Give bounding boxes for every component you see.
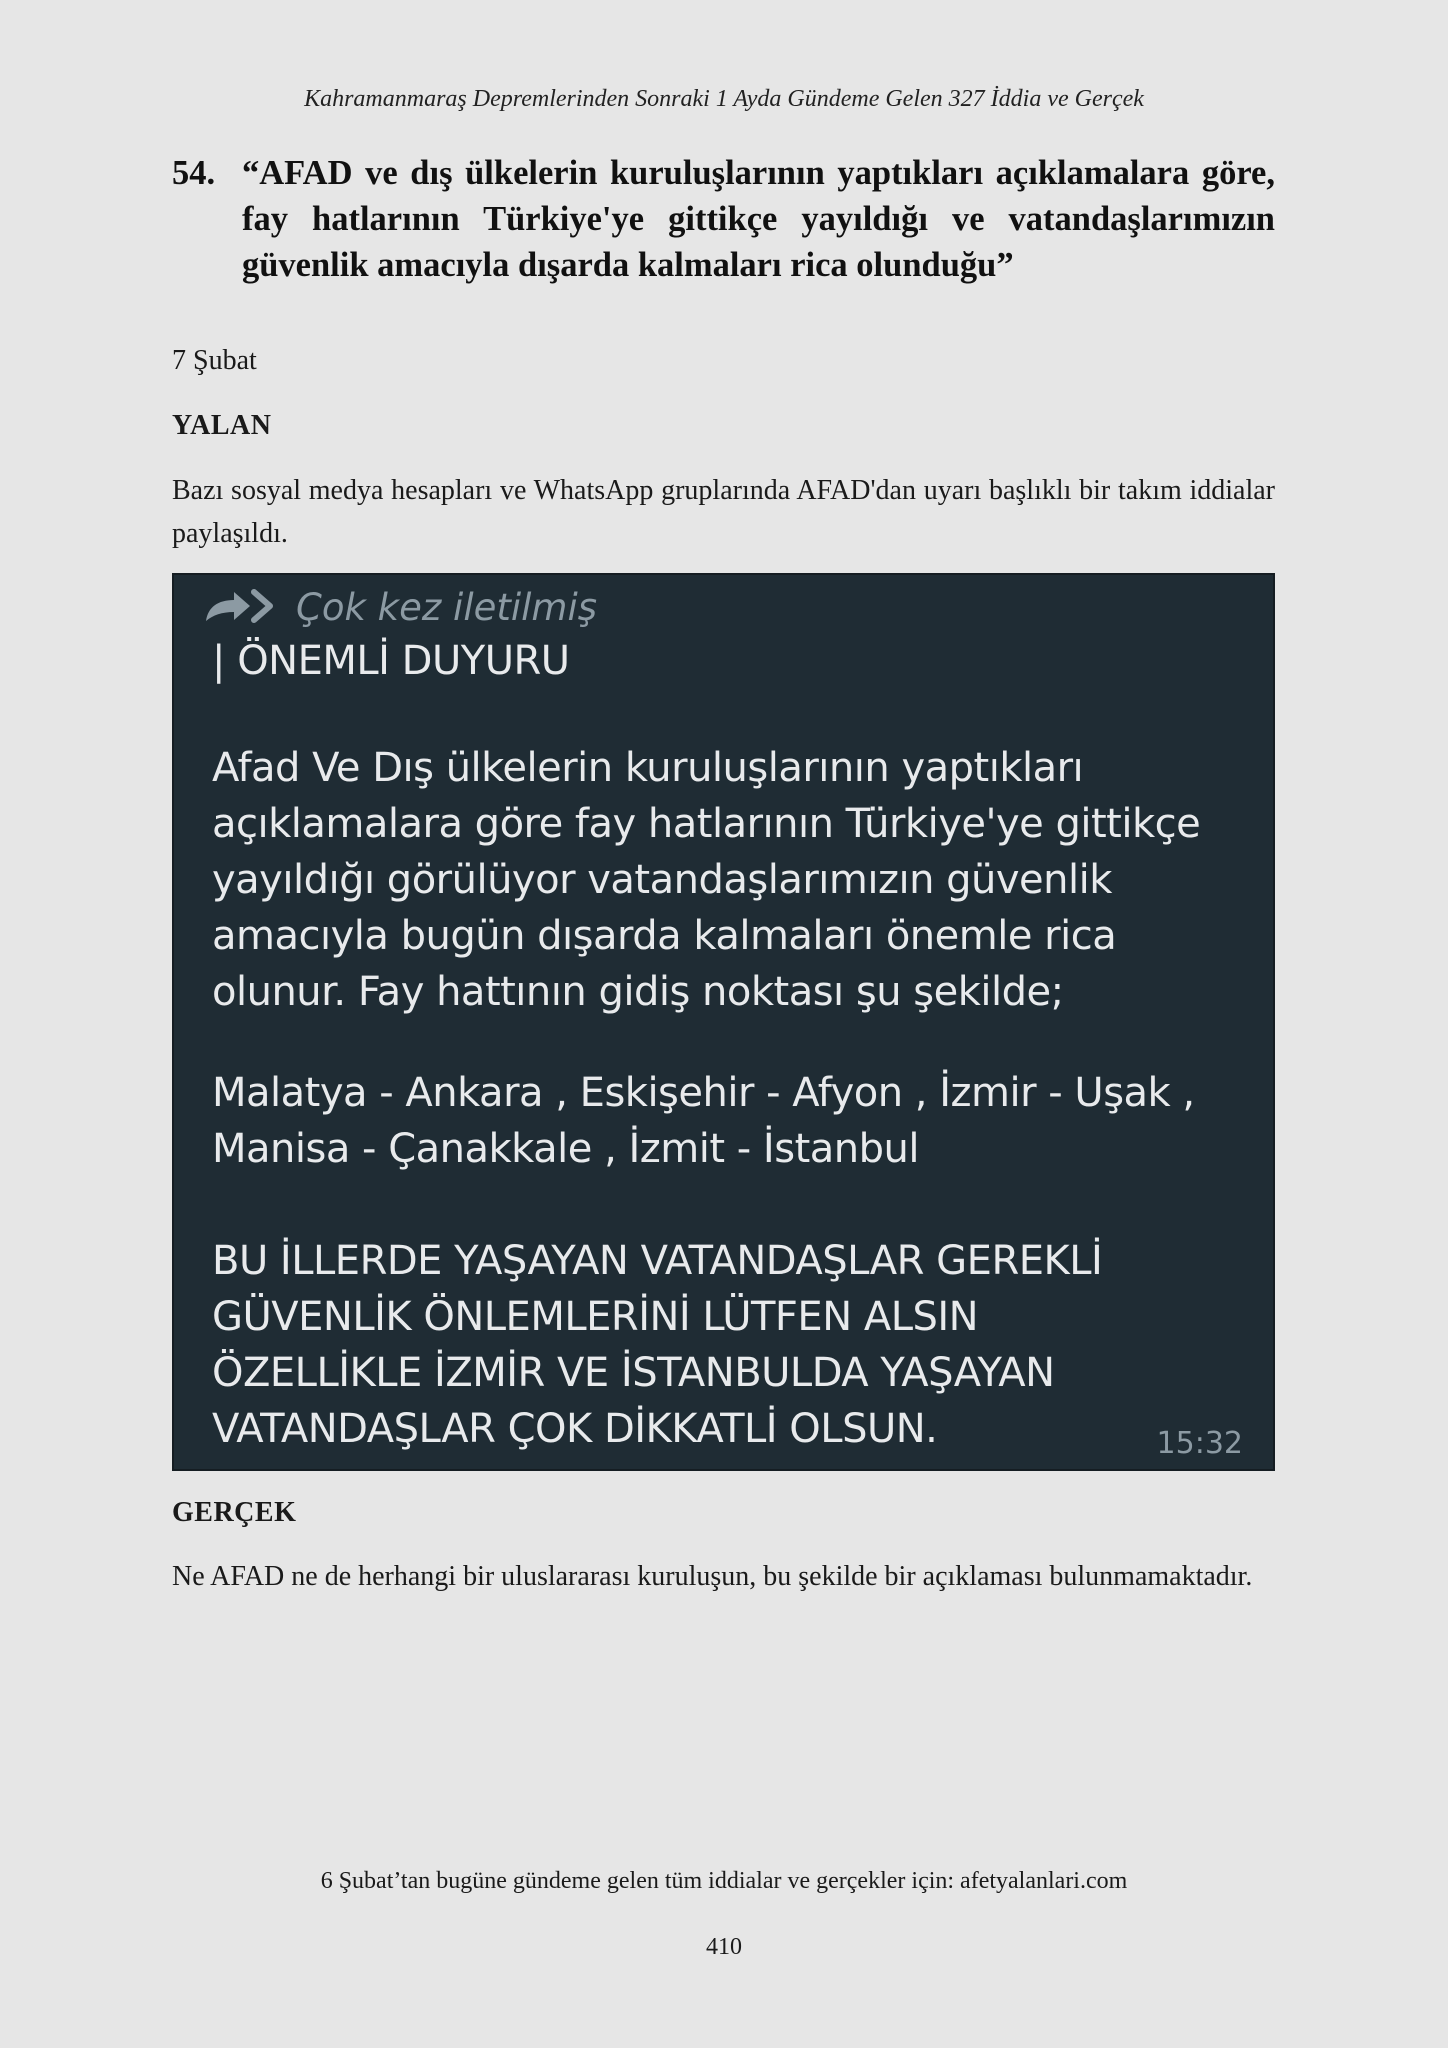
verdict-intro: Bazı sosyal medya hesapları ve WhatsApp gruplarında AFAD'dan uyarı başlıklı bir takım iddialar paylaşıldı. [172,475,1275,549]
page-number: 410 [706,1934,742,1960]
message-warning: BU İLLERDE YAŞAYAN VATANDAŞLAR GEREKLİ GÜVENLİK ÖNLEMLERİNİ LÜTFEN ALSIN ÖZELLİKLE İZMİR VE İSTANBULDA YAŞAYAN VATANDAŞLAR ÇOK DİKKATLİ OLSUN. [212,1238,1103,1452]
forward-arrows-icon [202,587,278,627]
fact-text: Ne AFAD ne de herhangi bir uluslararası kuruluşun, bu şekilde bir açıklaması bulunmamaktadır. [172,1561,1253,1592]
whatsapp-message-screenshot [172,573,1275,1471]
fact-label: GERÇEK [172,1497,297,1528]
message-cities: Malatya - Ankara , Eskişehir - Afyon , İzmir - Uşak , Manisa - Çanakkale , İzmit - İstanbul [212,1070,1195,1172]
footer-note: 6 Şubat’tan bugüne gündeme gelen tüm iddialar ve gerçekler için: afetyalanlari.com [320,1868,1128,1894]
message-timestamp: 15:32 [1156,1426,1243,1461]
claim-heading [172,150,1275,288]
claim-text: “AFAD ve dış ülkelerin kuruluşlarının yaptıkları açıklamalara göre, fay hatlarının Türkiye'ye gittikçe yayıldığı ve vatandaşlarımızın güvenlik amacıyla dışarda kalmaları rica olunduğu” [242,154,1275,284]
claim-number: 54. [172,154,216,192]
forwarded-indicator [202,583,597,631]
message-body: Afad Ve Dış ülkelerin kuruluşlarının yaptıkları açıklamalara göre fay hatlarının Türkiye'ye gittikçe yayıldığı görülüyor vatandaşlarımızın güvenlik amacıyla bugün dışarda kalmaları önemle rica olunur. Fay hattının gidiş noktası şu şekilde; [212,745,1201,1015]
message-title: | ÖNEMLİ DUYURU [212,638,570,684]
claim-date: 7 Şubat [172,345,257,376]
forwarded-label: Çok kez iletilmiş [296,585,598,629]
verdict-label: YALAN [172,410,272,441]
running-header: Kahramanmaraş Depremlerinden Sonraki 1 Ayda Gündeme Gelen 327 İddia ve Gerçek [304,86,1144,112]
